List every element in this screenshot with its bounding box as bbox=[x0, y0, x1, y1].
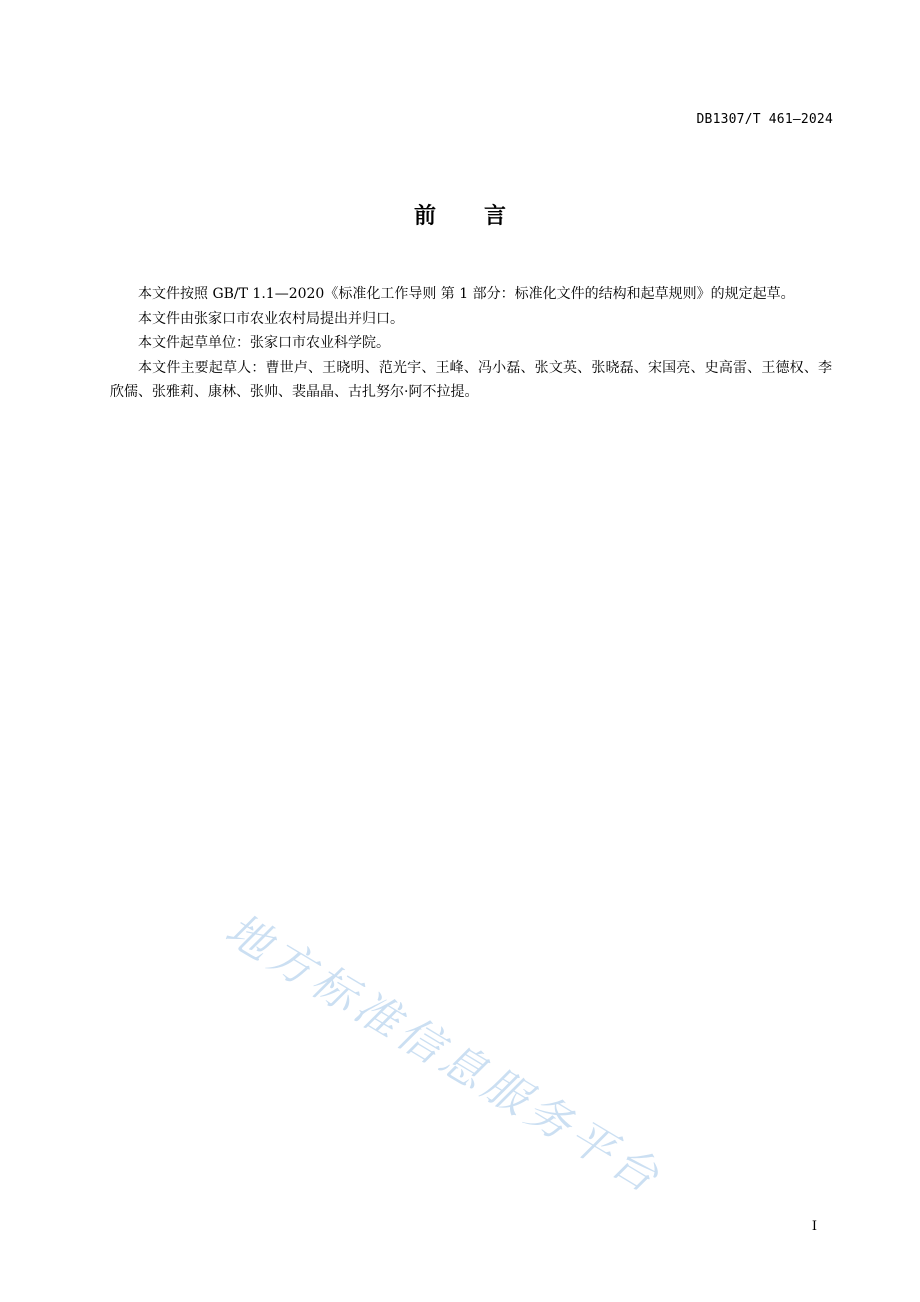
watermark: 地方标准信息服务平台 bbox=[216, 903, 672, 1206]
title-char-2: 言 bbox=[484, 204, 507, 229]
document-code: DB1307/T 461—2024 bbox=[696, 112, 833, 127]
foreword-body bbox=[110, 282, 832, 405]
paragraph-drafters: 本文件主要起草人：曹世卢、王晓明、范光宇、王峰、冯小磊、张文英、张晓磊、宋国亮、史高雷、王德权、李欣儒、张雅莉、康林、张帅、裴晶晶、古扎努尔·阿不拉提。 bbox=[110, 359, 832, 400]
paragraph-proposer: 本文件由张家口市农业农村局提出并归口。 bbox=[138, 310, 404, 327]
paragraph-drafting-rules: 本文件按照 GB/T 1.1—2020《标准化工作导则 第 1 部分：标准化文件的结构和起草规则》的规定起草。 bbox=[138, 286, 795, 302]
paragraph-drafting-unit: 本文件起草单位：张家口市农业科学院。 bbox=[138, 335, 390, 351]
title-char-1: 前 bbox=[413, 204, 436, 229]
page-title bbox=[0, 199, 920, 230]
page-number: I bbox=[811, 1219, 817, 1234]
